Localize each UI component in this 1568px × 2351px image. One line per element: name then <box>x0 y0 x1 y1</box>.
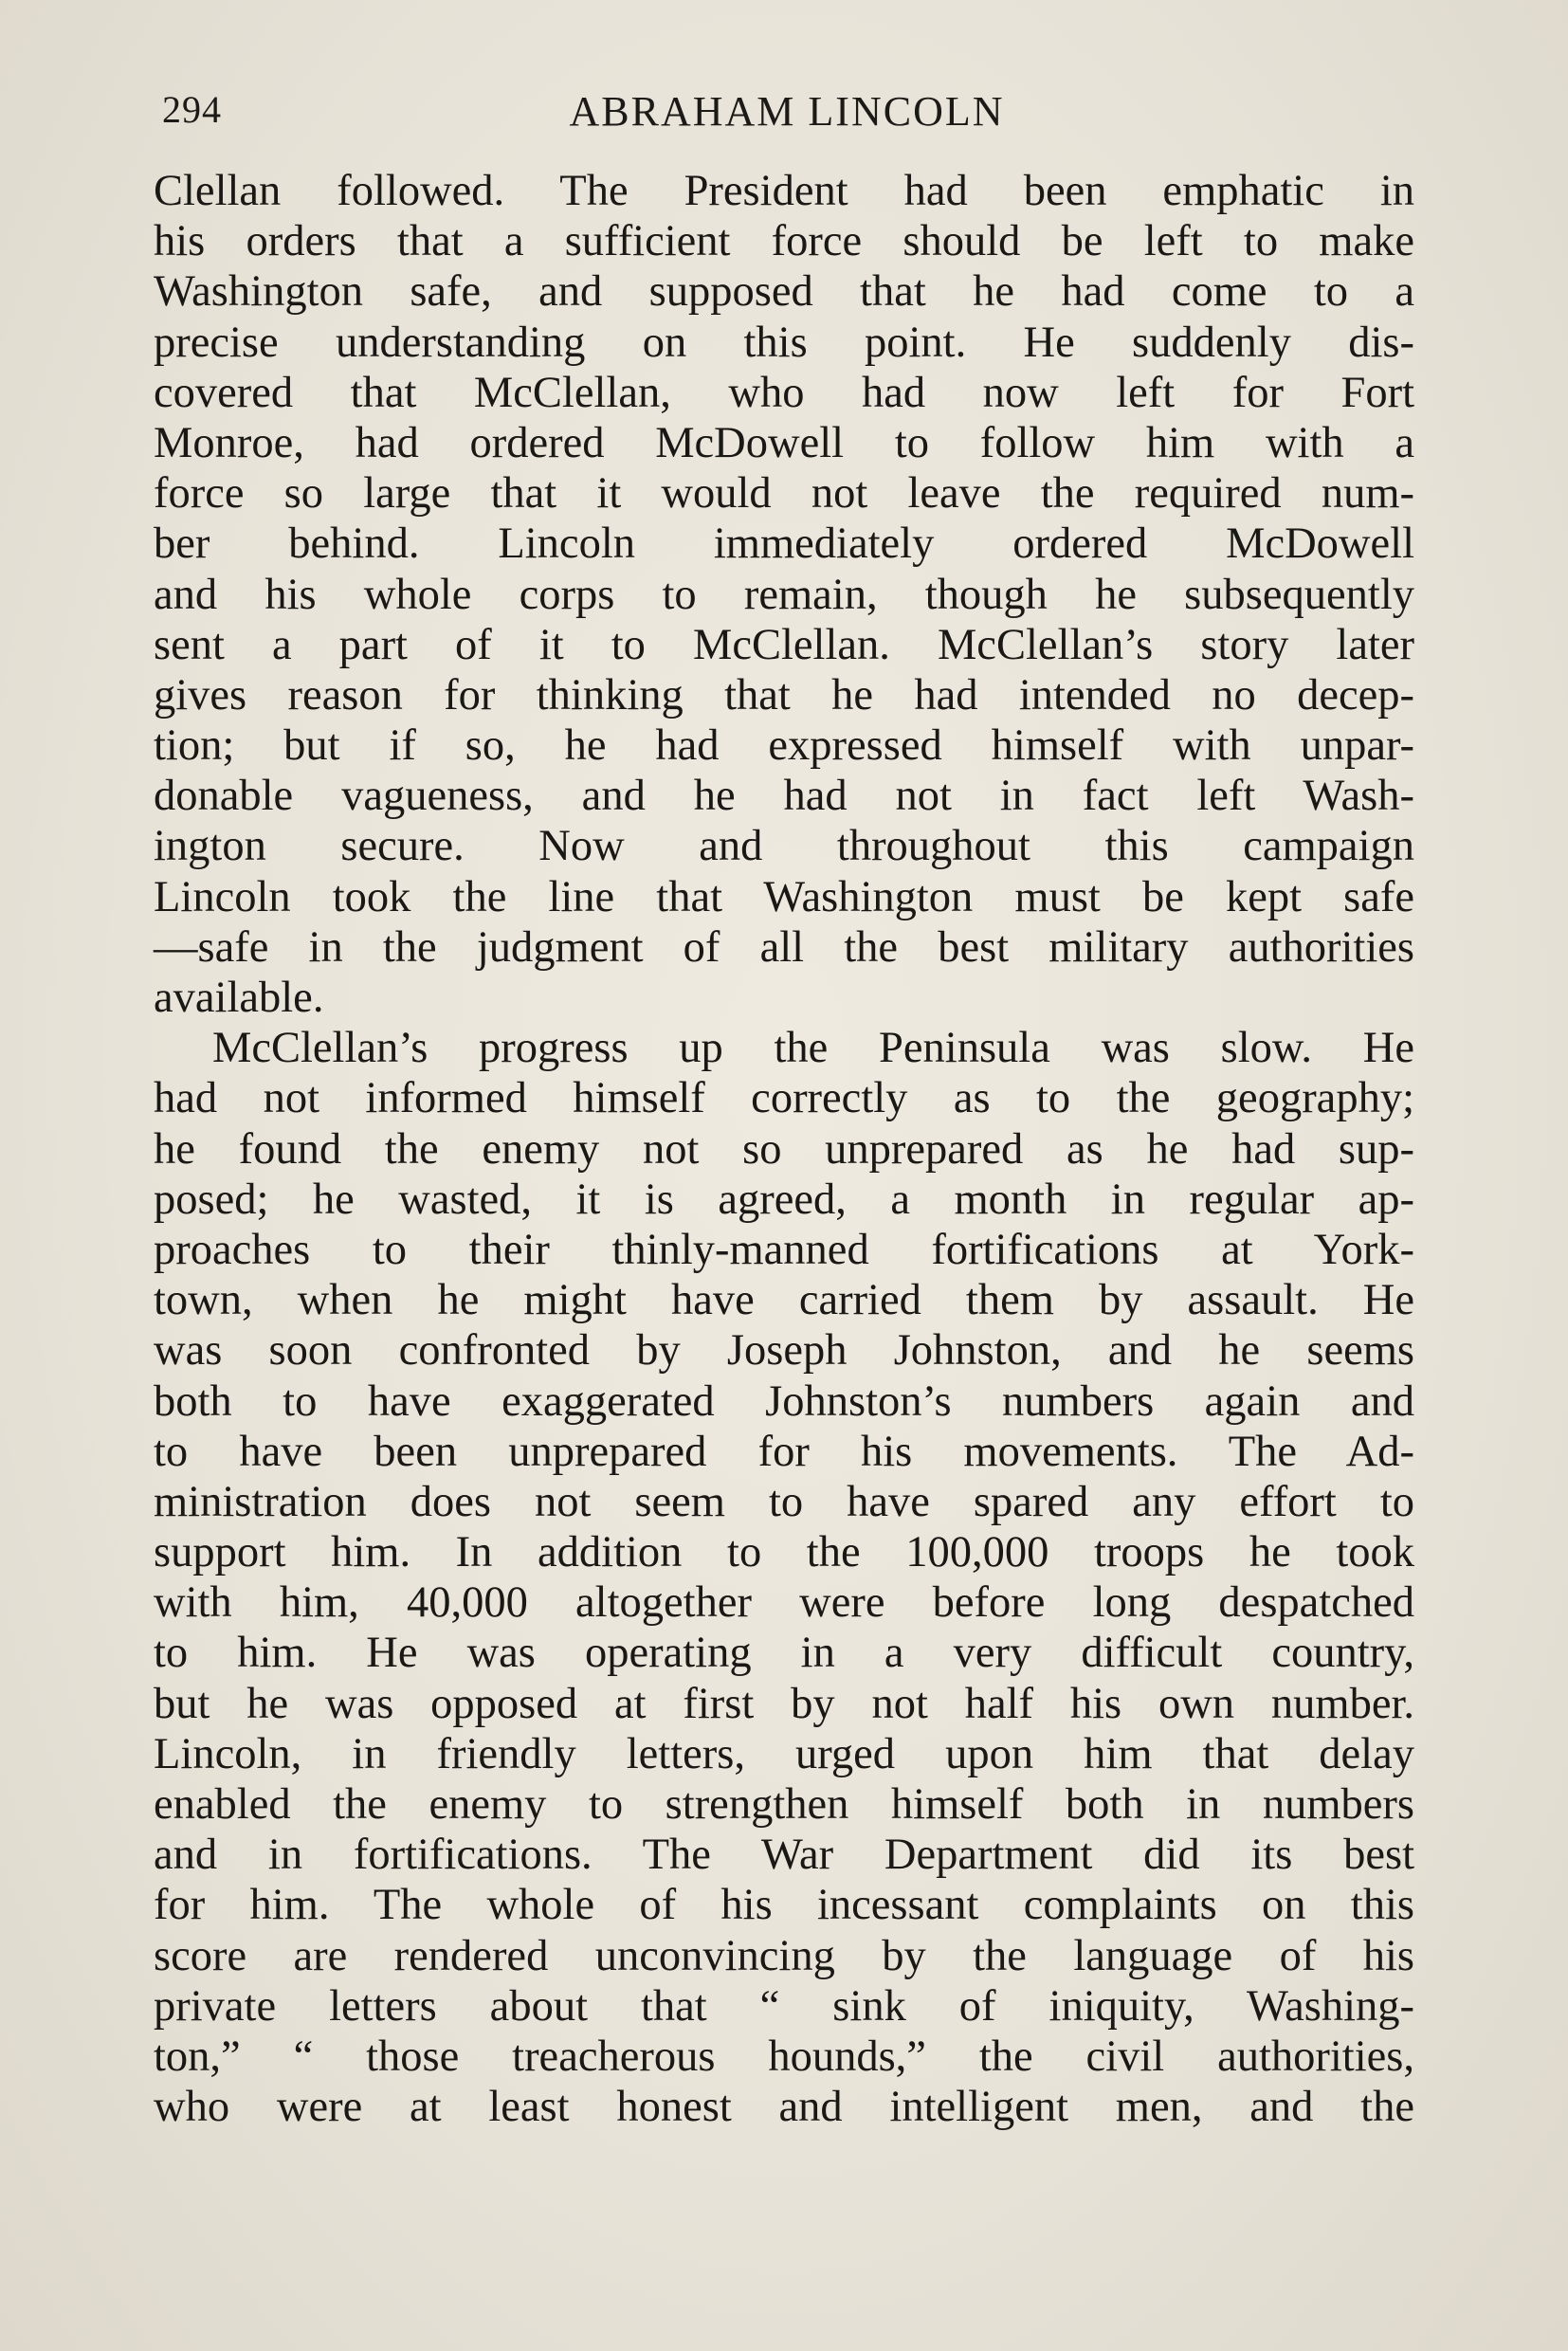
text-line: was soon confronted by Joseph Johnston, and he seems <box>154 1326 1414 1376</box>
text-line: force so large that it would not leave the required num- <box>154 469 1414 519</box>
text-line: town, when he might have carried them by assault. He <box>154 1276 1414 1325</box>
page-header <box>156 87 1417 144</box>
text-line: ministration does not seem to have spared any effort to <box>154 1477 1414 1526</box>
text-line: Lincoln, in friendly letters, urged upon him that delay <box>154 1729 1414 1778</box>
text-line: enabled the enemy to strengthen himself both in numbers <box>154 1780 1414 1829</box>
text-line: had not informed himself correctly as to the geography; <box>154 1074 1414 1123</box>
text-line: Washington safe, and supposed that he had come to a <box>154 267 1414 317</box>
text-line: covered that McClellan, who had now left for Fort <box>154 368 1414 417</box>
text-line: and his whole corps to remain, though he subsequently <box>154 570 1414 619</box>
text-line: —safe in the judgment of all the best military authorities <box>154 922 1414 972</box>
text-line: who were at least honest and intelligent men, and the <box>154 2083 1414 2132</box>
paragraph <box>154 1023 1414 2132</box>
text-line: sent a part of it to McClellan. McClellan’s story later <box>154 620 1414 669</box>
text-line: with him, 40,000 altogether were before long despatched <box>154 1578 1414 1628</box>
text-line: his orders that a sufficient force should be left to make <box>154 217 1414 266</box>
text-line: but he was opposed at first by not half his own number. <box>154 1679 1414 1728</box>
text-line: donable vagueness, and he had not in fact left Wash- <box>154 772 1414 821</box>
text-line: proaches to their thinly-manned fortifications at York- <box>154 1225 1414 1274</box>
text-line: for him. The whole of his incessant complaints on this <box>154 1881 1414 1930</box>
text-line: tion; but if so, he had expressed himself with unpar- <box>154 721 1414 771</box>
text-line: score are rendered unconvincing by the language of his <box>154 1931 1414 1980</box>
text-line: Lincoln took the line that Washington must be kept safe <box>154 872 1414 921</box>
text-line: both to have exaggerated Johnston’s numbers again and <box>154 1376 1414 1426</box>
text-line: to him. He was operating in a very difficult country, <box>154 1629 1414 1678</box>
text-line: ington secure. Now and throughout this campaign <box>154 822 1414 871</box>
text-line: gives reason for thinking that he had intended no decep- <box>154 670 1414 720</box>
running-head: ABRAHAM LINCOLN <box>569 88 1005 135</box>
text-line: to have been unprepared for his movements. The Ad- <box>154 1427 1414 1476</box>
text-line: private letters about that “ sink of iniquity, Washing- <box>154 1981 1414 2031</box>
paragraph <box>154 166 1414 1023</box>
text-line: support him. In addition to the 100,000 troops he took <box>154 1528 1414 1577</box>
text-line: available. <box>154 974 324 1022</box>
text-line: he found the enemy not so unprepared as he had sup- <box>154 1124 1414 1174</box>
page-number: 294 <box>162 88 222 131</box>
body-text <box>154 166 1414 2132</box>
text-line: ton,” “ those treacherous hounds,” the civil authorities, <box>154 2032 1414 2081</box>
text-line: and in fortifications. The War Department did its best <box>154 1831 1414 1880</box>
text-line: Monroe, had ordered McDowell to follow him with a <box>154 418 1414 467</box>
text-line: McClellan’s progress up the Peninsula was slow. He <box>212 1024 1414 1073</box>
text-line: precise understanding on this point. He suddenly dis- <box>154 318 1414 367</box>
text-line: ber behind. Lincoln immediately ordered McDowell <box>154 519 1414 569</box>
text-line: posed; he wasted, it is agreed, a month in regular ap- <box>154 1175 1414 1224</box>
text-line: Clellan followed. The President had been emphatic in <box>154 167 1414 215</box>
